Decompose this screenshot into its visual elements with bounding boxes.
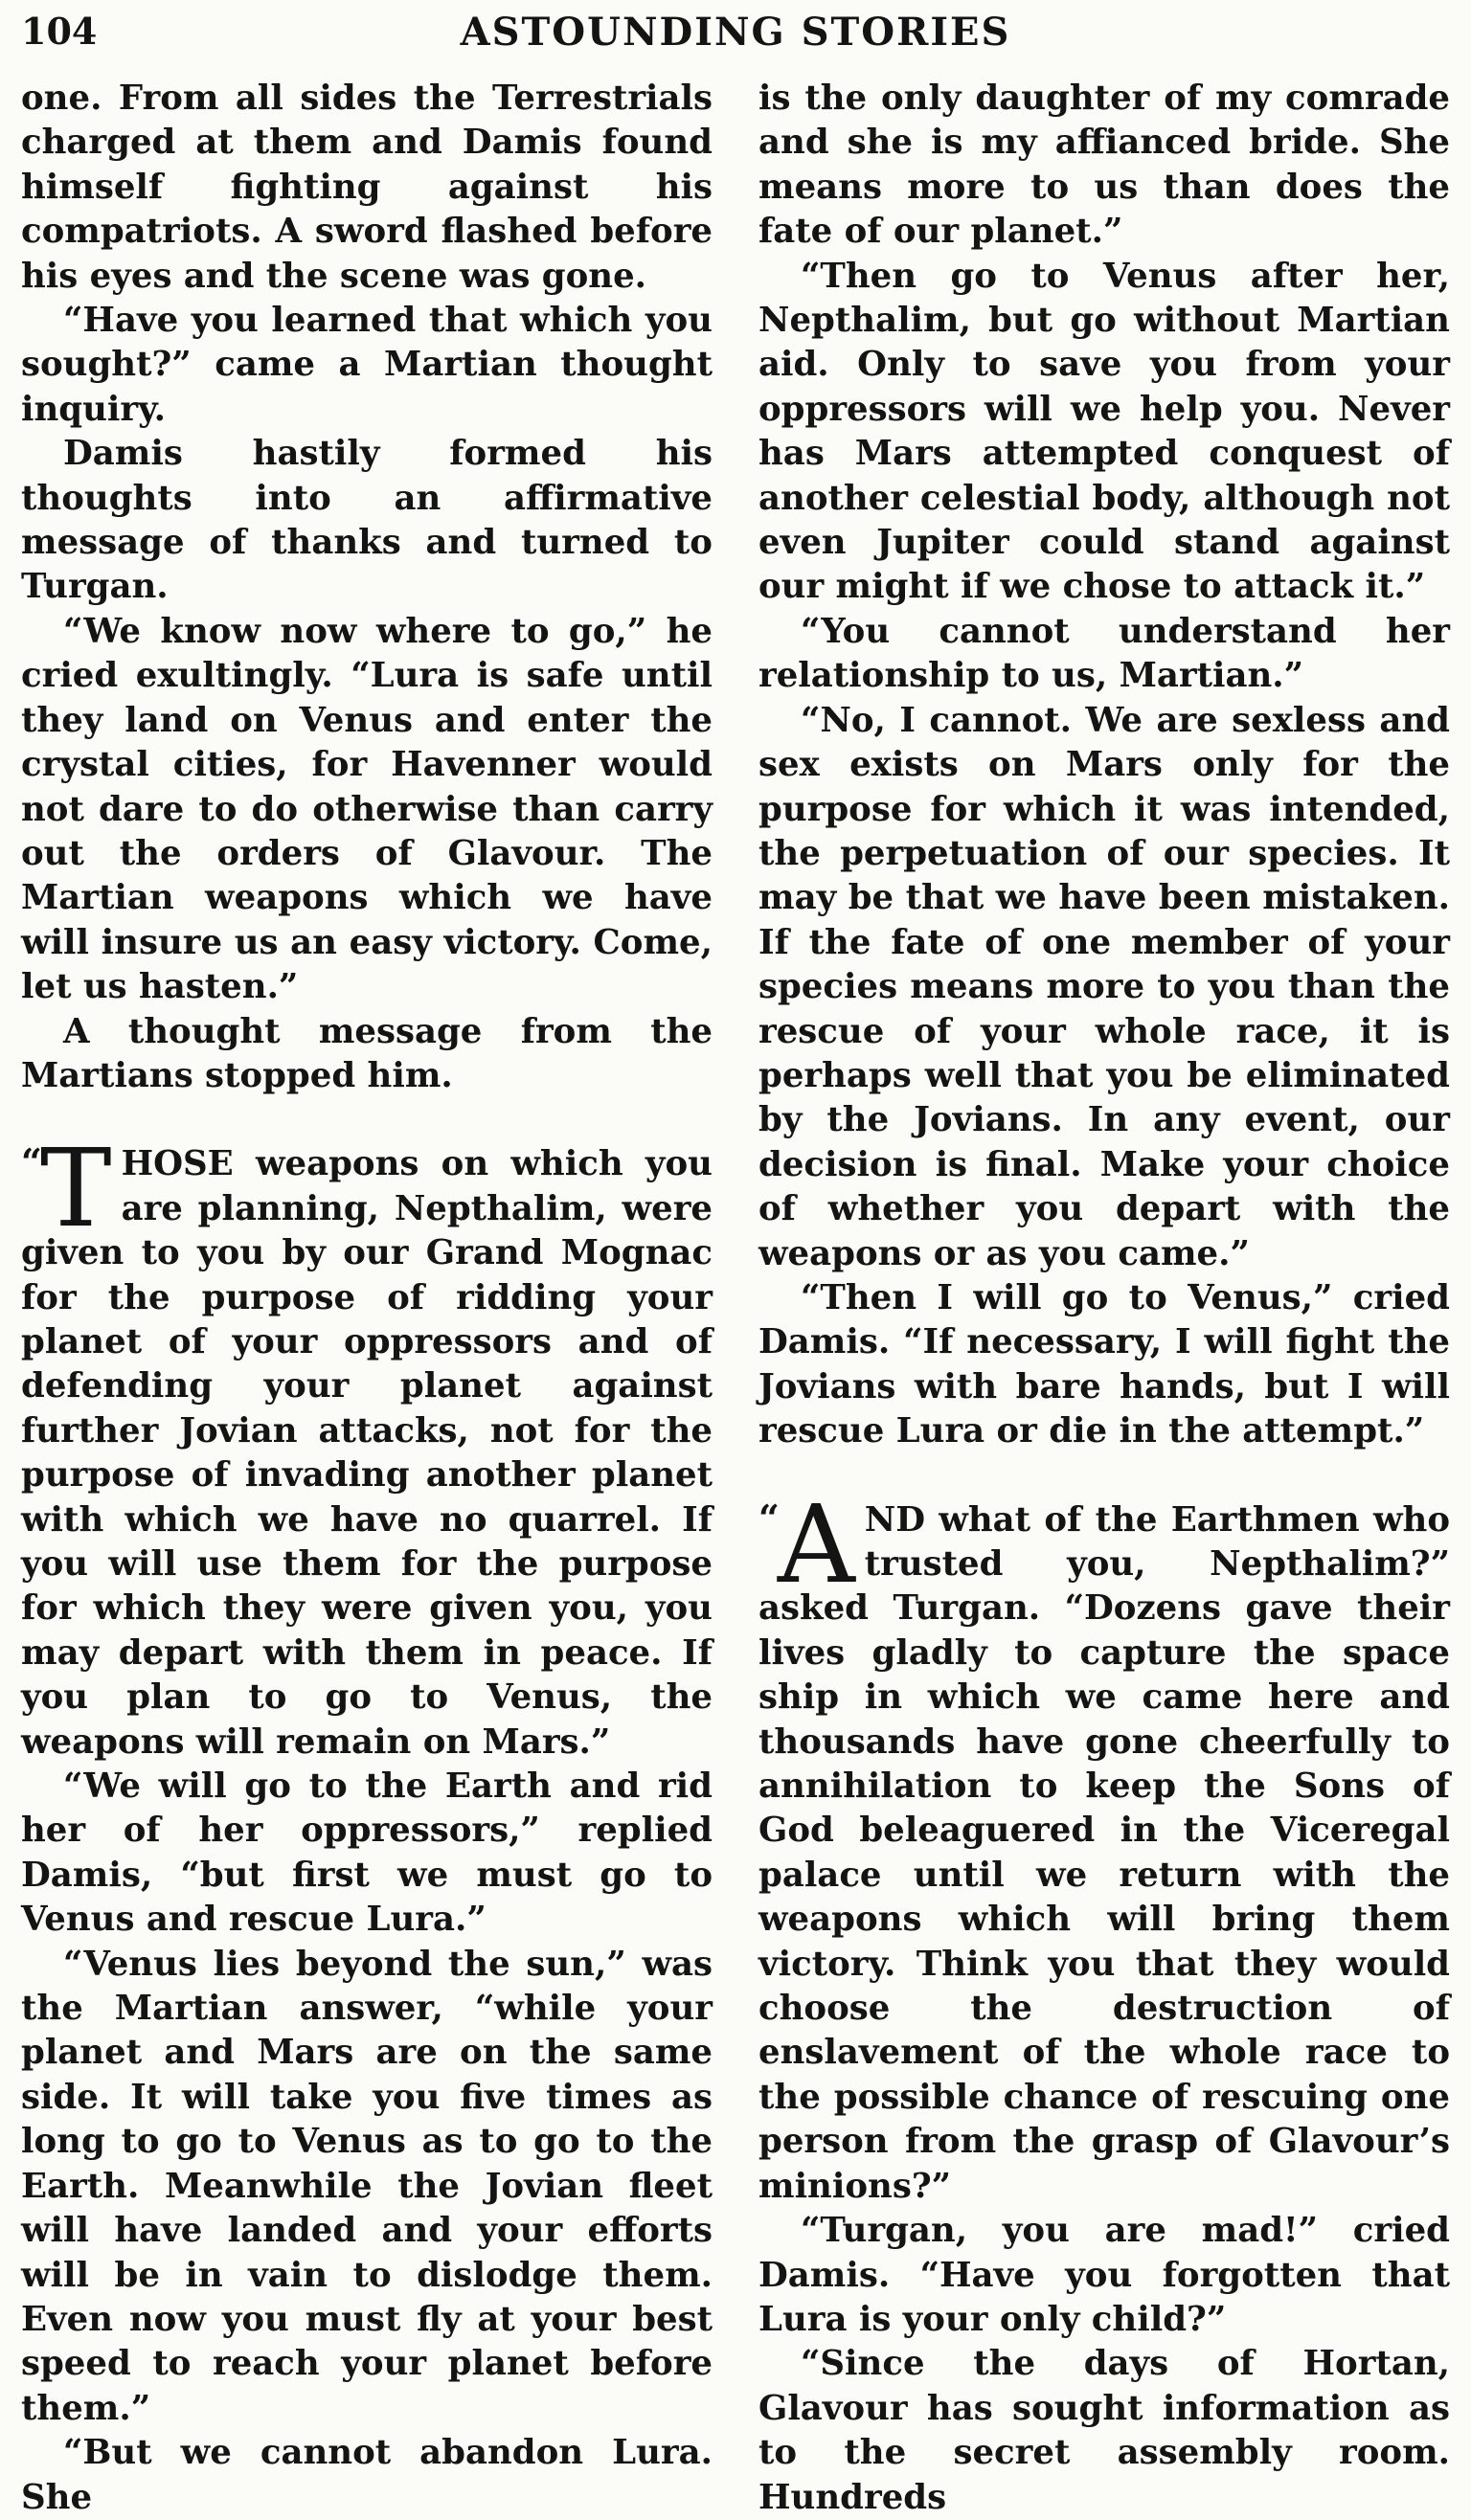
section-paragraph	[758, 1482, 1450, 2210]
paragraph-text: ND what of the Earthmen who trusted you, Nepthalim?” asked Turgan. “Dozens gave their lives gladly to capture the space ship in which we came here and thousands have gone cheerfully to annihilation to keep the Sons of God beleaguered in the Viceregal palace until we return with the weapons which will bring them victory. Think you that they would choose the destruction of enslavement of the whole race to the possible chance of rescuing one person from the grasp of Glavour’s minions?”	[758, 1499, 1450, 2206]
paragraph: “Turgan, you are mad!” cried Damis. “Have you forgotten that Lura is your only child?”	[758, 2211, 1450, 2339]
paragraph: A thought message from the Martians stopped him.	[21, 1011, 713, 1095]
paragraph: “But we cannot abandon Lura. She	[21, 2433, 713, 2517]
drop-cap: A	[777, 1482, 855, 1608]
paragraph: Damis hastily formed his thoughts into an affirmative message of thanks and turned to Turgan.	[21, 434, 713, 607]
paragraph: “Then go to Venus after her, Nepthalim, but go without Martian aid. Only to save you from your oppressors will we help you. Never has Mars attempted conquest of another celestial body, although not even Jupiter could stand against our might if we chose to attack it.”	[758, 256, 1450, 607]
paragraph: “No, I cannot. We are sexless and sex exists on Mars only for the purpose for which it was intended, the perpetuation of our species. It may be that we have been mistaken. If the fate of one member of your species means more to you than the rescue of your whole race, it is perhaps well that you be eliminated by the Jovians. In any event, our decision is final. Make your choice of whether you depart with the weapons or as you came.”	[758, 700, 1450, 1273]
paragraph: “You cannot understand her relationship to us, Martian.”	[758, 611, 1450, 696]
paragraph: “Since the days of Hortan, Glavour has sought information as to the secret assembly room. Hundreds	[758, 2344, 1450, 2517]
open-quote: “	[758, 1496, 780, 1540]
section-paragraph	[21, 1127, 713, 1765]
paragraph: “Have you learned that which you sought?” came a Martian thought inquiry.	[21, 301, 713, 429]
paragraph: “We know now where to go,” he cried exultingly. “Lura is safe until they land on Venus and enter the crystal cities, for Havenner would not dare to do otherwise than carry out the orders of Glavour. The Martian weapons which we have will insure us an easy victory. Come, let us hasten.”	[21, 611, 713, 1007]
paragraph: “We will go to the Earth and rid her of her oppressors,” replied Damis, “but first we must go to Venus and rescue Lura.”	[21, 1766, 713, 1940]
paragraph: “Venus lies beyond the sun,” was the Martian answer, “while your planet and Mars are on the same side. It will take you five times as long to go to Venus as to go to the Earth. Meanwhile the Jovian fleet will have landed and your efforts will be in vain to dislodge them. Even now you must fly at your best speed to reach your planet before them.”	[21, 1944, 713, 2428]
drop-cap: T	[39, 1127, 112, 1252]
running-head: ASTOUNDING STORIES	[460, 10, 1011, 55]
open-quote: “	[21, 1140, 42, 1184]
paragraph: one. From all sides the Terrestrials charged at them and Damis found himself fighting against his compatriots. A sword flashed before his eyes and the scene was gone.	[21, 79, 713, 296]
left-column	[21, 77, 713, 2520]
right-column	[758, 77, 1450, 2520]
text-columns	[21, 77, 1450, 2520]
page-header	[21, 8, 1450, 77]
paragraph-text: HOSE weapons on which you are planning, Nepthalim, were given to you by our Grand Mognac for the purpose of ridding your planet of your oppressors and of defending your planet against further Jovian attacks, not for the purpose of invading another planet with which we have no quarrel. If you will use them for the purpose for which they were given you, you may depart with them in peace. If you plan to go to Venus, the weapons will remain on Mars.”	[21, 1144, 713, 1762]
paragraph: “Then I will go to Venus,” cried Damis. “If necessary, I will fight the Jovians with bare hands, but I will rescue Lura or die in the attempt.”	[758, 1277, 1450, 1451]
paragraph: is the only daughter of my comrade and she is my affianced bride. She means more to us than does the fate of our planet.”	[758, 79, 1450, 252]
page-number: 104	[21, 10, 98, 53]
